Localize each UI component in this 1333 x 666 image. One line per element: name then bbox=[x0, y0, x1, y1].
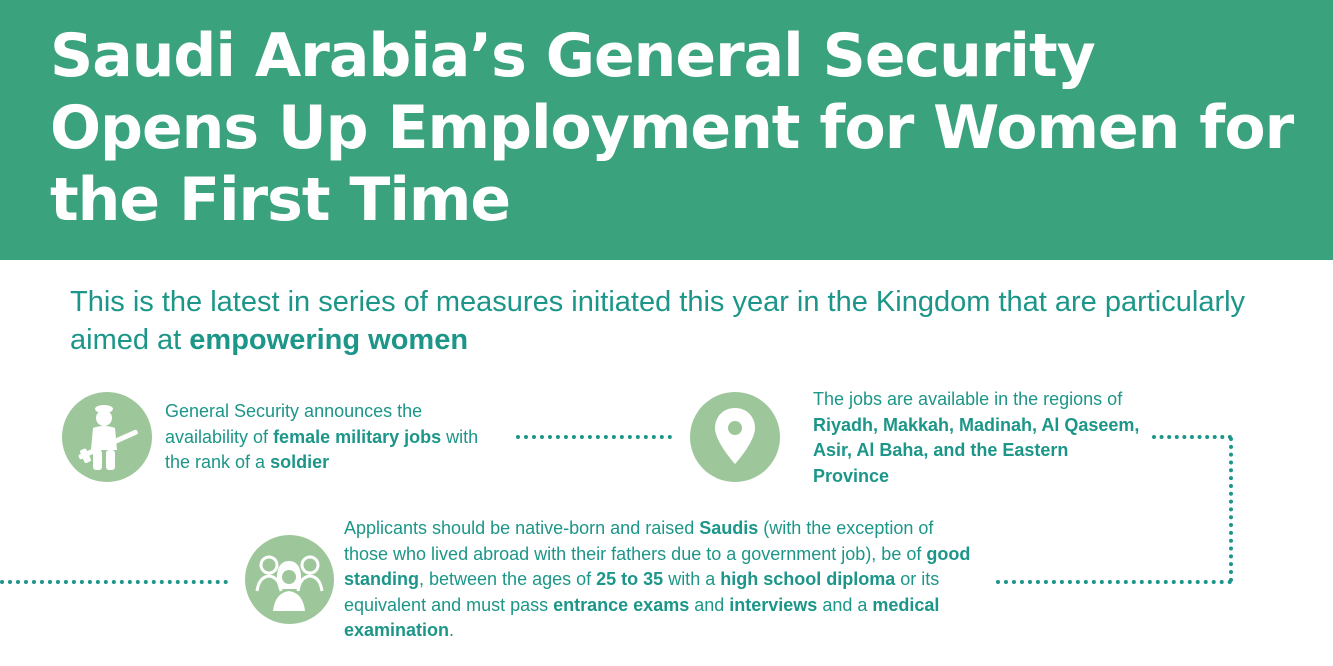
text-highlight: entrance exams bbox=[553, 594, 690, 615]
text-segment: and bbox=[689, 594, 730, 615]
text-segment: , between the ages of bbox=[419, 569, 597, 589]
page-title: Saudi Arabia’s General Security Opens Up Employment for Women for the First Time bbox=[50, 21, 1294, 235]
dotted-connector bbox=[516, 435, 672, 439]
text-highlight: good standing bbox=[344, 543, 971, 589]
text-segment: with a bbox=[663, 569, 721, 589]
intro-text bbox=[70, 283, 1270, 359]
text-highlight: 25 to 35 bbox=[596, 569, 664, 589]
text-segment: The jobs are available in the regions of bbox=[813, 389, 1123, 409]
dotted-connector bbox=[0, 580, 228, 584]
dotted-connector bbox=[1229, 437, 1233, 582]
text-segment: and a bbox=[817, 594, 873, 615]
text-highlight: interviews bbox=[729, 594, 818, 615]
location-pin-icon bbox=[690, 392, 780, 482]
item-requirements bbox=[344, 516, 974, 644]
item-regions bbox=[813, 387, 1143, 489]
dotted-connector bbox=[1152, 435, 1232, 439]
text-highlight: female military jobs bbox=[273, 426, 442, 447]
intro-highlight: empowering women bbox=[189, 324, 469, 356]
text-highlight: high school diploma bbox=[720, 569, 896, 589]
dotted-connector bbox=[996, 580, 1232, 584]
text-segment: (with the exception of those who lived abroad with their fathers due to a government job), be of bbox=[344, 518, 934, 564]
text-segment: General Security announces the availability of bbox=[165, 401, 423, 447]
text-segment: Applicants should be native-born and raised bbox=[344, 518, 700, 538]
item-female-jobs bbox=[165, 399, 505, 476]
text-highlight: medical examination bbox=[344, 594, 940, 640]
text-highlight: Riyadh, Makkah, Madinah, Al Qaseem, Asir, Al Baha, and the Eastern Province bbox=[813, 414, 1140, 486]
text-segment: . bbox=[449, 620, 455, 640]
text-highlight: Saudis bbox=[699, 518, 759, 538]
intro-lead: This is the latest in series of measures initiated this year in the Kingdom that are particularly aimed at bbox=[70, 286, 1246, 356]
text-highlight: soldier bbox=[270, 452, 330, 472]
text-segment: or its equivalent and must pass bbox=[344, 569, 940, 615]
text-segment: with the rank of a bbox=[165, 426, 479, 472]
women-group-icon bbox=[245, 535, 334, 624]
female-soldier-icon bbox=[62, 392, 152, 482]
